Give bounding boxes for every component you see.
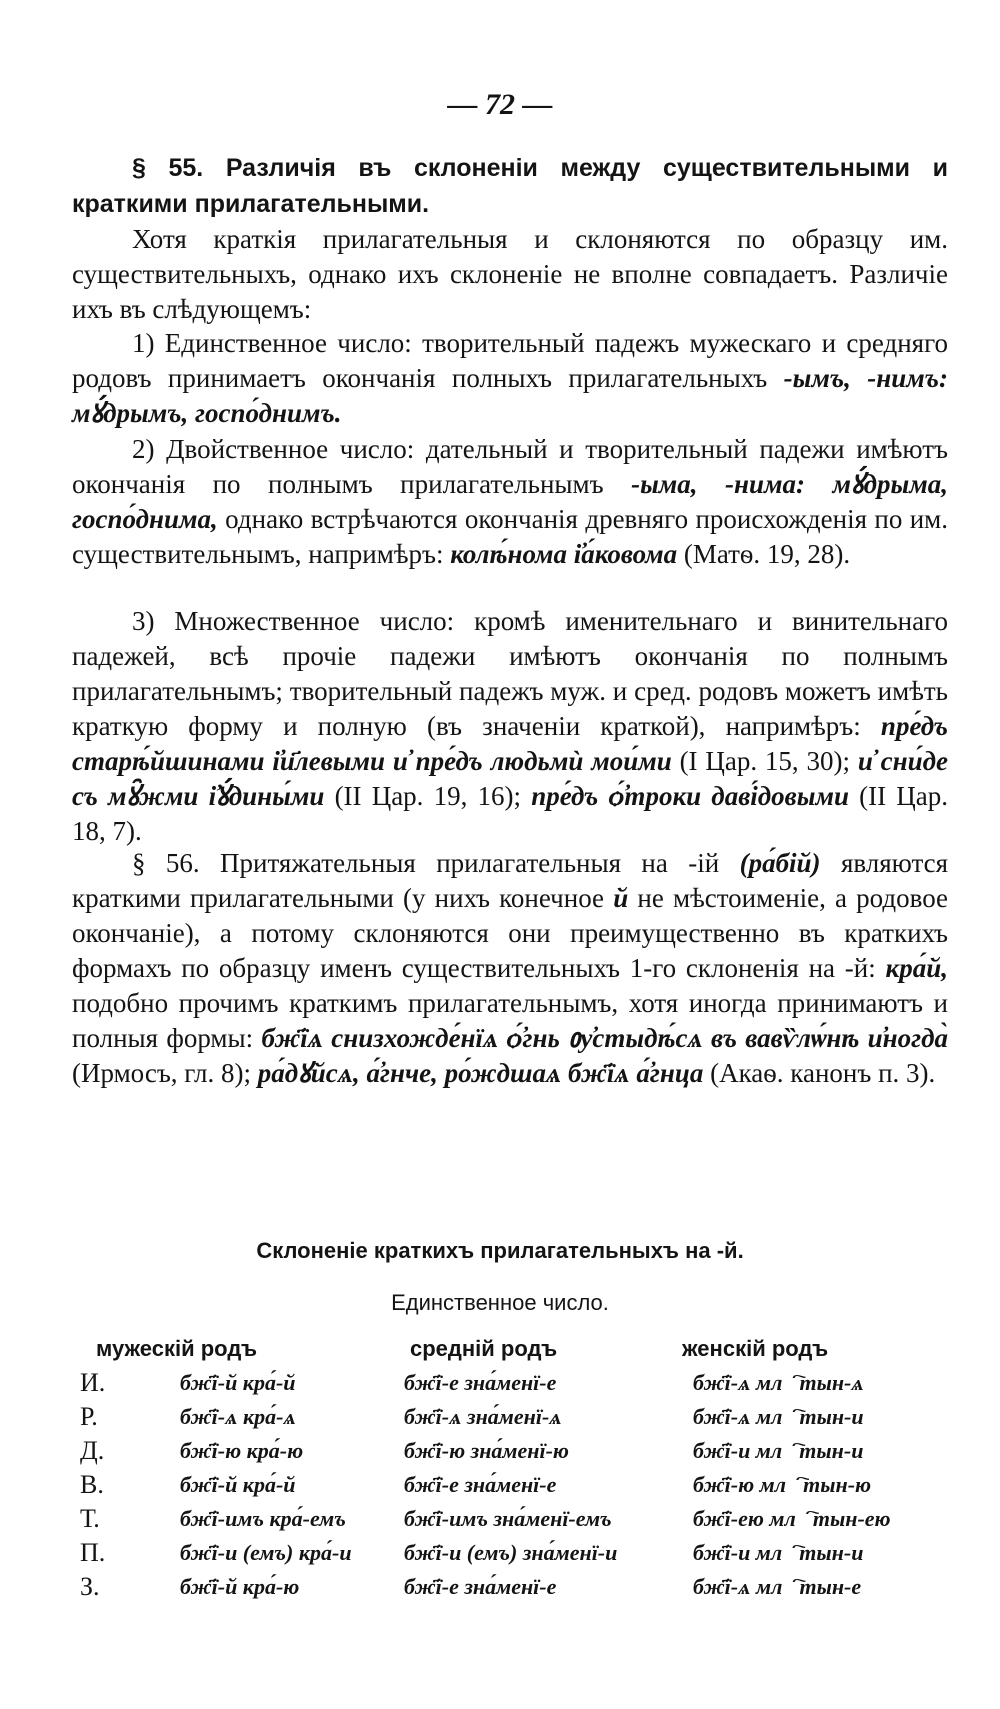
church-slavonic-example: -ыма, -нима: мꙋ́дрыма, госпо́днима, [72,469,948,534]
neuter-form: бж҃ї-ю зна́менї-ю [404,1438,569,1463]
paragraph-text: являются краткими прилагательными (у нихъ конечное [72,848,949,913]
church-slavonic-example: -ымъ, -нимъ: мꙋ́дрымъ, госпо́днимъ. [72,363,948,428]
church-slavonic-example: бж҃їѧ снизхожде́нїѧ ѻ҆́гнь ᲂу҆стыдѣ́сѧ въ вавѷлѡ́нѣ и҆ногда̀ [261,1023,949,1053]
case-label: П. [80,1538,106,1567]
column-header-feminine: женскій родъ [682,1336,829,1361]
church-slavonic-example: и҆ сни́де съ мꙋ̑жми і҆ꙋ́дины́ми [72,746,949,811]
table-row [0,1572,1000,1606]
column-header-masculine: мужескій родъ [96,1336,258,1361]
citation: (II Цар. 19, 16); [334,781,522,811]
feminine-form: бж҃ї-и млⷭ҇тын-и [693,1438,864,1463]
paragraph-singular [72,326,948,431]
neuter-form: бж҃ї-имъ зна́менї-емъ [404,1506,612,1531]
feminine-form: бж҃ї-ѧ млⷭ҇тын-ѧ [693,1370,864,1395]
table-row [0,1436,1000,1470]
masculine-form: бж҃ї-ѧ кра́-ѧ [180,1404,296,1429]
section-55-heading: § 55. Различія въ склоненіи между существительными и краткими прилагательными. [72,154,948,218]
page-number: — 72 — [447,88,553,121]
table-row [0,1470,1000,1504]
masculine-form: бж҃ї-й кра́-ю [180,1574,300,1599]
intro-paragraph: Хотя краткія прилагательныя и склоняются по образцу им. существительныхъ, однако ихъ склоненіе не вполне совпадаетъ. Различіе ихъ въ слѣдующемъ: [72,224,948,324]
church-slavonic-example: пре́дъ ѻ҆́троки даві́довыми [531,781,849,811]
neuter-form: бж҃ї-ѧ зна́менї-ѧ [404,1404,562,1429]
feminine-form: бж҃ї-и млⷭ҇тын-и [693,1540,864,1565]
column-header-neuter: средній родъ [410,1336,558,1361]
paragraph-text: 1) Единственное число: творительный падежъ мужескаго и средняго родовъ принимаетъ окончанія полныхъ прилагательныхъ [72,328,948,393]
table-row [0,1538,1000,1572]
masculine-form: бж҃ї-ю кра́-ю [180,1438,304,1463]
section-56-paragraph [72,846,948,1091]
neuter-form: бж҃ї-е зна́менї-е [404,1472,557,1497]
citation: (Матѳ. 19, 28). [683,539,851,569]
case-label: Р. [80,1402,98,1431]
church-slavonic-example: пре́дъ старѣ́йшинами і҆и҃левыми и҆ пре́дъ людьмѝ мои́ми [72,711,949,776]
paragraph-text: не мѣстоименіе, а родовое окончаніе), а потому склоняются они преимущественно въ краткихъ формахъ по образцу именъ существительныхъ 1-го склоненія на -й: [72,883,949,983]
feminine-form: бж҃ї-ею млⷭ҇тын-ею [693,1506,891,1531]
church-slavonic-example: кра́й, [885,953,948,983]
church-slavonic-example: (ра́бій) [739,848,821,878]
case-label: В. [80,1470,104,1499]
citation: (Акаѳ. канонъ п. 3). [710,1058,936,1088]
table-row [0,1368,1000,1402]
paragraph-text: подобно прочимъ краткимъ прилагательнымъ, хотя иногда принимаютъ и полныя формы: [72,988,948,1053]
feminine-form: бж҃ї-ѧ млⷭ҇тын-е [693,1574,862,1599]
paragraph-text: 3) Множественное число: кромѣ именительнаго и винительнаго падежей, всѣ прочіе падежи имѣютъ окончанія по полнымъ прилагательнымъ; творительный падежъ муж. и сред. родовъ можетъ имѣть краткую форму и полную (въ значеніи краткой), напримѣръ: [72,606,948,741]
masculine-form: бж҃ї-имъ кра́-емъ [180,1506,346,1531]
feminine-form: бж҃ї-ю млⷭ҇тын-ю [693,1472,872,1497]
case-label: З. [80,1572,100,1601]
table-row [0,1504,1000,1538]
paragraph-dual [72,432,948,572]
case-label: И. [80,1368,106,1397]
masculine-form: бж҃ї-и (емъ) кра́-и [180,1540,352,1565]
neuter-form: бж҃ї-и (емъ) зна́менї-и [404,1540,618,1565]
paragraph-text: § 56. Притяжательныя прилагательныя на -ій [132,848,720,878]
case-label: Д. [80,1436,105,1465]
feminine-form: бж҃ї-ѧ млⷭ҇тын-и [693,1404,864,1429]
citation: (II Цар. 18, 7). [72,781,949,846]
table-row [0,1402,1000,1436]
masculine-form: бж҃ї-й кра́-й [180,1370,296,1395]
neuter-form: бж҃ї-е зна́менї-е [404,1370,557,1395]
church-slavonic-example: колѣ́нома і҆а́ковома [450,539,678,569]
paragraph-plural [72,604,948,849]
case-label: Т. [80,1504,100,1533]
church-slavonic-example: й [613,883,629,913]
church-slavonic-example: ра́дꙋйсѧ, а҆́гнче, ро́ждшаѧ бж҃їѧ а҆́гнца [257,1058,704,1088]
paragraph-text: однако встрѣчаются окончанія древняго происхожденія по им. существительнымъ, напримѣръ: [72,504,949,569]
neuter-form: бж҃ї-е зна́менї-е [404,1574,557,1599]
table-title: Склоненіе краткихъ прилагательныхъ на -й. [256,1238,744,1263]
citation: (I Цар. 15, 30); [679,746,850,776]
table-subtitle: Единственное число. [391,1290,609,1315]
citation: (Ирмосъ, гл. 8); [72,1058,251,1088]
masculine-form: бж҃ї-й кра́-й [180,1472,296,1497]
paragraph-text: 2) Двойственное число: дательный и творительный падежи имѣютъ окончанія по полнымъ прилагательнымъ [72,434,948,499]
